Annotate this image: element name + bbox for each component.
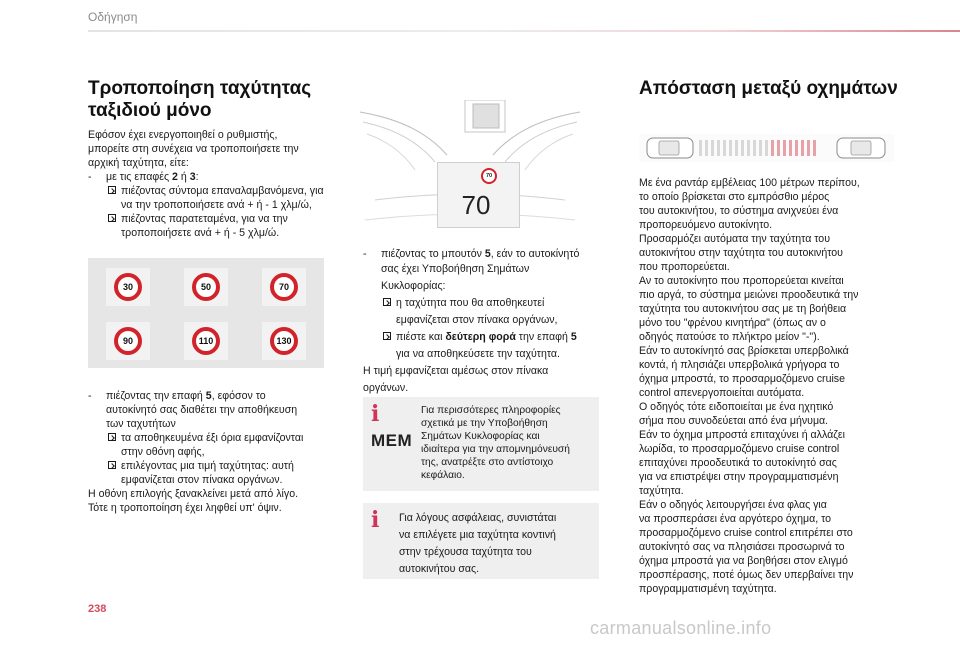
outro-line: οργάνων. xyxy=(363,382,409,394)
option-text: πιέζοντας την επαφή xyxy=(106,390,206,402)
intro-line: μπορείτε στη συνέχεια να τροποποιήσετε την xyxy=(88,143,299,155)
body-line: Με ένα ραντάρ εμβέλειας 100 μέτρων περίπου, xyxy=(639,177,860,189)
check-square-icon xyxy=(383,298,391,306)
body-line: μόνο του "φρένου κινητήρα" (όπως αν ο xyxy=(639,317,826,329)
sub-option xyxy=(88,212,328,226)
mem-label: MEM xyxy=(371,431,413,450)
rear-car-icon xyxy=(647,138,693,158)
body-line: Εάν το όχημα μπροστά επιταχύνει ή αλλάζει xyxy=(639,429,845,441)
body-line: που προπορεύεται. xyxy=(639,261,730,273)
option-dash: - xyxy=(88,171,92,183)
option-text: πιέζοντας το μπουτόν xyxy=(381,248,485,260)
speed-sign-130[interactable]: 130 xyxy=(270,327,298,355)
section-label: Οδήγηση xyxy=(88,10,138,24)
option-text: με τις επαφές xyxy=(106,171,173,183)
body-line: προσαρμοζόμενο cruise control επιτρέπει στο xyxy=(639,527,853,539)
option-cont: Κυκλοφορίας: xyxy=(381,280,446,292)
option-text: , εάν το αυτοκίνητό xyxy=(490,248,580,260)
middle-option-3 xyxy=(363,247,613,397)
body-line: πιο αργά, το σύστημα μειώνει προοδευτικά την xyxy=(639,289,859,301)
intro-line: Εφόσον έχει ενεργοποιηθεί ο ρυθμιστής, xyxy=(88,129,278,141)
body-line: Αν το αυτοκίνητο που προπορεύεται κινείται xyxy=(639,275,844,287)
body-line: αυτοκινήτου στην ταχύτητα του αυτοκινήτου xyxy=(639,247,843,259)
body-line: ταχύτητα. xyxy=(639,485,684,497)
sub-option-text: πιέζοντας παρατεταμένα, για να την xyxy=(121,213,288,225)
option-text: , εφόσον το xyxy=(211,390,266,402)
right-body xyxy=(639,176,909,596)
header-divider xyxy=(88,30,960,32)
body-line: αυτοκίνητό σας να πλησιάσει προσωρινά το xyxy=(639,541,845,553)
info-line: αυτοκινήτου σας. xyxy=(399,563,480,575)
sub-option xyxy=(363,295,613,312)
left-intro xyxy=(88,128,328,240)
sub-option xyxy=(88,431,338,445)
key-5: 5 xyxy=(570,331,577,343)
info-box-mem xyxy=(363,397,599,491)
sub-option-cont: τροποποιήσετε ανά + ή - 5 χλμ/ώ. xyxy=(121,227,280,239)
check-square-icon xyxy=(108,461,116,469)
key-5: 5 xyxy=(205,390,212,402)
body-line: όχημα μπροστά για να βοηθήσει στον ελιγμό xyxy=(639,555,848,567)
info-icon: i xyxy=(371,507,380,533)
speed-sign-30[interactable]: 30 xyxy=(114,273,142,301)
body-line: σήμα που συνοδεύεται από ένα μήνυμα. xyxy=(639,415,829,427)
option-cont: των ταχυτήτων xyxy=(106,418,176,430)
body-line: για να επιστρέψει στην προγραμματισμένη xyxy=(639,471,839,483)
body-line: οδηγός πατούσε το πλήκτρο μείον "-"). xyxy=(639,331,820,343)
key-2: 2 xyxy=(172,171,178,183)
option-dash: - xyxy=(88,390,92,402)
body-line: το οποίο βρίσκεται στο εμπρόσθιο μέρος xyxy=(639,191,830,203)
body-line: ταχύτητα του αυτοκινήτου σας με τη βοήθεια xyxy=(639,303,847,315)
option-cont: σας έχει Υποβοήθηση Σημάτων xyxy=(381,263,530,275)
body-line: κοντά, ή πλησιάζει υπερβολικά γρήγορα το xyxy=(639,359,840,371)
option-text: ή xyxy=(177,171,190,183)
check-square-icon xyxy=(383,332,391,340)
info-line: κεφάλαιο. xyxy=(421,470,465,481)
info-line: ιδιαίτερα για την απομνημόνευσή xyxy=(421,444,570,455)
vehicle-distance-illustration xyxy=(639,134,894,162)
speed-sign-110[interactable]: 110 xyxy=(192,327,220,355)
watermark: carmanualsonline.info xyxy=(590,618,772,638)
body-line: control απενεργοποιείται αυτόματα. xyxy=(639,387,805,399)
intro-line: αρχική ταχύτητα, είτε: xyxy=(88,157,189,169)
sub-option-cont: να την τροποποιήσετε ανά + ή - 1 χλμ/ώ, xyxy=(121,199,312,211)
option-text: : xyxy=(195,171,199,183)
option-cont: αυτοκίνητό σας διαθέτει την αποθήκευση xyxy=(106,404,298,416)
body-line: προγραμματισμένη ταχύτητα. xyxy=(639,583,777,595)
left-title-line-2: ταξιδιού μόνο xyxy=(88,100,212,121)
second-time-emphasis: δεύτερη φορά xyxy=(445,331,516,343)
sub-option-cont: εμφανίζεται στον πίνακα οργάνων. xyxy=(121,474,283,486)
info-box-safety-text xyxy=(399,510,556,578)
sub-option xyxy=(88,459,338,473)
speed-sign-90[interactable]: 90 xyxy=(114,327,142,355)
outro-line: Η οθόνη επιλογής ξανακλείνει μετά από λίγο. xyxy=(88,488,299,500)
option-dash: - xyxy=(363,248,367,260)
body-line: Εάν ο οδηγός λειτουργήσει ένα φλας για xyxy=(639,499,827,511)
speed-sign-70[interactable]: 70 xyxy=(270,273,298,301)
page-number: 238 xyxy=(88,603,107,615)
option-1 xyxy=(88,170,328,184)
check-square-icon xyxy=(108,214,116,222)
sub-option-text: η ταχύτητα που θα αποθηκευτεί xyxy=(396,297,545,309)
body-line: προσπέρασης, ποτέ όμως δεν υπερβαίνει την xyxy=(639,569,854,581)
info-line: στην τρέχουσα ταχύτητα του xyxy=(399,546,532,558)
body-line: Προσαρμόζει αυτόματα την ταχύτητα του xyxy=(639,233,830,245)
display-speed-value: 70 xyxy=(461,190,491,220)
info-line: Σημάτων Κυκλοφορίας και xyxy=(421,431,540,442)
body-line: επιταχύνει προοδευτικά το αυτοκίνητό σας xyxy=(639,457,837,469)
body-line: όχημα μπροστά, το προσαρμοζόμενο cruise xyxy=(639,373,845,385)
info-box-safety xyxy=(363,503,599,579)
right-title: Απόσταση μεταξύ οχημάτων xyxy=(639,78,898,99)
body-line: προπορευόμενο αυτοκίνητο. xyxy=(639,219,773,231)
body-line: Ο οδηγός τότε ειδοποιείται με ένα ηχητικό xyxy=(639,401,834,413)
sub-option-cont: εμφανίζεται στον πίνακα οργάνων, xyxy=(396,314,558,326)
check-square-icon xyxy=(108,433,116,441)
sub-option xyxy=(88,184,328,198)
sub-option xyxy=(363,329,613,346)
sub-option-text: επιλέγοντας μια τιμή ταχύτητας: αυτή xyxy=(121,460,294,472)
info-icon: i xyxy=(371,401,380,427)
info-line: σχετικά με την Υποβοήθηση xyxy=(421,418,548,429)
info-line: της, ανατρέξτε στο αντίστοιχο xyxy=(421,457,554,468)
option-2 xyxy=(88,389,338,403)
body-line: Εάν το αυτοκίνητό σας βρίσκεται υπερβολικά xyxy=(639,345,849,357)
sub-option-text: πιέζοντας σύντομα επαναλαμβανόμενα, για xyxy=(121,185,324,197)
info-box-mem-text xyxy=(421,404,570,482)
sub-option-cont: στην οθόνη αφής, xyxy=(121,446,205,458)
body-line: λωρίδα, το προσαρμοζόμενο cruise control xyxy=(639,443,840,455)
sub-option-text: πιέστε και xyxy=(396,331,446,343)
key-5: 5 xyxy=(484,248,491,260)
option-3 xyxy=(363,247,613,261)
body-line: του αυτοκινήτου, το σύστημα ανιχνεύει ένα xyxy=(639,205,839,217)
front-car-icon xyxy=(837,138,885,158)
outro-line: Τότε η τροποποίηση έχει ληφθεί υπ' όψιν. xyxy=(88,502,282,514)
key-3: 3 xyxy=(189,171,196,183)
left-title-line-1: Τροποποίηση ταχύτητας xyxy=(88,78,312,99)
sub-option-text: τα αποθηκευμένα έξι όρια εμφανίζονται xyxy=(121,432,304,444)
left-title xyxy=(88,78,311,122)
sub-option-cont: για να αποθηκεύσετε την ταχύτητα. xyxy=(396,348,560,360)
info-line: Για περισσότερες πληροφορίες xyxy=(421,405,561,416)
sub-option-text: την επαφή xyxy=(515,331,571,343)
display-speed-sign: 70 xyxy=(481,168,497,184)
speed-sign-50[interactable]: 50 xyxy=(192,273,220,301)
body-line: να προσπεράσει ένα αργότερο όχημα, το xyxy=(639,513,832,525)
left-option-2 xyxy=(88,389,338,515)
info-line: να επιλέγετε μια ταχύτητα κοντινή xyxy=(399,529,556,541)
speed-sign-panel xyxy=(88,258,324,368)
outro-line: Η τιμή εμφανίζεται αμέσως στον πίνακα xyxy=(363,365,549,377)
info-line: Για λόγους ασφάλειας, συνιστάται xyxy=(399,512,557,524)
check-square-icon xyxy=(108,186,116,194)
